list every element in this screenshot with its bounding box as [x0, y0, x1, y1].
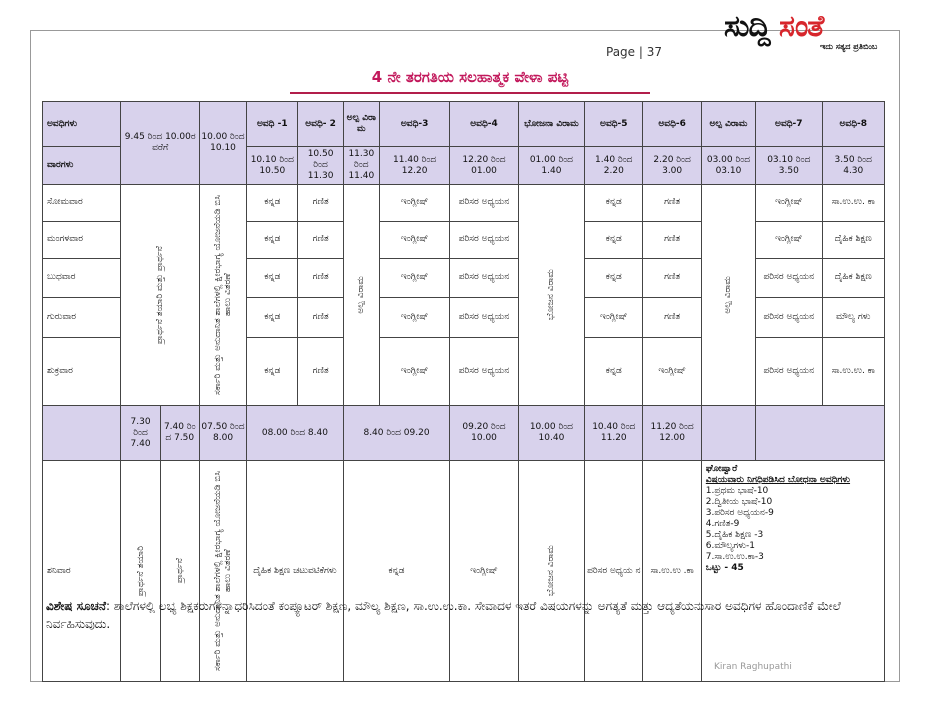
subject-cell: ಪರಿಸರ ಅಧ್ಯಯನ	[450, 258, 518, 297]
page-number: Page | 37	[606, 45, 662, 59]
day-label-monday: ಸೋಮವಾರ	[43, 185, 121, 222]
subject-cell: ಕನ್ನಡ	[247, 258, 298, 297]
subject-cell: ಗಣಿತ	[298, 337, 343, 405]
subject-cell: ಇಂಗ್ಲೀಷ್	[379, 298, 449, 337]
saturday-time: 07.50 ರಿಂದ 8.00	[199, 406, 246, 461]
saturday-prep-cell	[121, 461, 160, 682]
saturday-time: 10.00 ರಿಂದ 10.40	[518, 406, 584, 461]
period-header: ಅಲ್ಪ ವಿರಾಮ	[701, 102, 755, 147]
subject-cell: ಕನ್ನಡ	[585, 185, 643, 222]
period-time: 11.30 ರಿಂದ 11.40	[343, 147, 379, 185]
day-label-friday: ಶುಕ್ರವಾರ	[43, 337, 121, 405]
prep-vertical-text: ಪ್ರಾರ್ಥನೆ ತಯಾರಿ	[135, 545, 146, 597]
period-header: ಅವಧಿ- 2	[298, 102, 343, 147]
short-break-vertical-text: ಅಲ್ಪ ವಿರಾಮ	[356, 276, 367, 314]
period-time: 2.20 ರಿಂದ 3.00	[643, 147, 701, 185]
subject-cell: ಗಣಿತ	[643, 298, 701, 337]
summary-total: ಒಟ್ಟು - 45	[705, 563, 744, 573]
saturday-times-blank	[756, 406, 885, 461]
summary-item: 5.ದೈಹಿಕ ಶಿಕ್ಷಣ -3	[705, 530, 764, 540]
summary-title: ಘೋಷ್ವಾರೆ	[705, 464, 738, 474]
logo-text-red: ಸಂತೆ	[779, 9, 824, 44]
subject-cell: ಇಂಗ್ಲೀಷ್	[450, 461, 518, 682]
subject-cell: ಕನ್ನಡ	[585, 337, 643, 405]
period-time: 3.50 ರಿಂದ 4.30	[822, 147, 885, 185]
subject-cell: ಗಣಿತ	[643, 185, 701, 222]
subject-cell: ಇಂಗ್ಲೀಷ್	[379, 258, 449, 297]
brand-logo	[724, 10, 920, 50]
assembly-time: 10.00 ರಿಂದ 10.10	[199, 102, 246, 185]
day-label-tuesday: ಮಂಗಳವಾರ	[43, 221, 121, 258]
period-header: ಅವಧಿ-6	[643, 102, 701, 147]
period-time: 10.10 ರಿಂದ 10.50	[247, 147, 298, 185]
subject-cell: ದೈಹಿಕ ಶಿಕ್ಷಣ	[822, 221, 885, 258]
lunch-vertical-text: ಭೋಜನ ವಿರಾಮ	[546, 269, 557, 321]
day-label-saturday: ಶನಿವಾರ	[43, 461, 121, 682]
period-header: ಅಲ್ಪ ವಿರಾ ಮ	[343, 102, 379, 147]
subject-cell: ಪರಿಸರ ಅಧ್ಯಯನ	[450, 298, 518, 337]
summary-item: 6.ಮೌಲ್ಯಗಳು-1	[705, 541, 755, 551]
subject-cell: ಪರಿಸರ ಅಧ್ಯಯನ	[450, 337, 518, 405]
period-header: ಅವಧಿ-4	[450, 102, 518, 147]
period-header: ಭೋಜನಾ ವಿರಾಮ	[518, 102, 584, 147]
period-time: 01.00 ರಿಂದ 1.40	[518, 147, 584, 185]
saturday-milk-cell	[199, 461, 246, 682]
special-note	[46, 597, 886, 633]
subject-cell: ಮೌಲ್ಯ ಗಳು	[822, 298, 885, 337]
subject-cell: ದೈಹಿಕ ಶಿಕ್ಷಣ	[822, 258, 885, 297]
logo-text-black: ಸುದ್ದಿ	[724, 9, 770, 44]
saturday-prayer-vertical-text: ಪ್ರಾರ್ಥನೆ	[174, 558, 185, 584]
period-time: 1.40 ರಿಂದ 2.20	[585, 147, 643, 185]
short-break-2-vertical-text: ಅಲ್ಪ ವಿರಾಮ	[723, 276, 734, 314]
days-label: ವಾರಗಳು	[43, 147, 121, 185]
saturday-time: 7.30 ರಿಂದ 7.40	[121, 406, 160, 461]
subject-cell: ಇಂಗ್ಲೀಷ್	[379, 221, 449, 258]
subject-cell: ಗಣಿತ	[298, 185, 343, 222]
saturday-milk-vertical-text: ಸರ್ಕಾರಿ ಮತ್ತು ಅನುದಾನಿತ ಶಾಲೆಗಳಲ್ಲಿ ಕ್ಷೀರಭಾಗ್ಯ ಯೋಜನೆಯಡಿ ಬಿಸಿ ಹಾಲು ವಿತರಣೆ	[213, 468, 234, 672]
subject-cell: ಕನ್ನಡ	[247, 337, 298, 405]
period-header: ಅವಧಿ-3	[379, 102, 449, 147]
periods-label: ಅವಧಿಗಳು	[43, 102, 121, 147]
page-title: 4 ನೇ ತರಗತಿಯ ಸಲಹಾತ್ಮಕ ವೇಳಾ ಪಟ್ಟಿ	[371, 68, 569, 86]
subject-cell: ಸಾ.ಉ.ಉ .ಕಾ	[643, 461, 701, 682]
subject-cell: ಕನ್ನಡ	[585, 221, 643, 258]
lunch-break-cell	[518, 185, 584, 406]
saturday-prayer-cell	[160, 461, 199, 682]
saturday-time: 7.40 ರಿಂ ದ 7.50	[160, 406, 199, 461]
short-break-2-cell	[701, 185, 755, 406]
period-header: ಅವಧಿ-5	[585, 102, 643, 147]
subject-cell: ಕನ್ನಡ	[247, 221, 298, 258]
subject-cell: ಇಂಗ್ಲೀಷ್	[643, 337, 701, 405]
short-break-cell	[343, 185, 379, 406]
day-label-wednesday: ಬುಧವಾರ	[43, 258, 121, 297]
saturday-lunch-cell	[518, 461, 584, 682]
subject-cell: ಪರಿಸರ ಅಧ್ಯಯ ನ	[585, 461, 643, 682]
subject-cell: ಕನ್ನಡ	[247, 185, 298, 222]
logo-tagline: ಇದು ಸತ್ಯದ ಪ್ರತಿಬಿಂಬ	[820, 42, 878, 51]
subject-cell: ಪರಿಸರ ಅಧ್ಯಯನ	[450, 185, 518, 222]
period-header: ಅವಧಿ -1	[247, 102, 298, 147]
subject-cell: ಪರಿಸರ ಅಧ್ಯಯನ	[756, 258, 822, 297]
subject-cell: ಕನ್ನಡ	[247, 298, 298, 337]
saturday-time: 11.20 ರಿಂದ 12.00	[643, 406, 701, 461]
saturday-time: 09.20 ರಿಂದ 10.00	[450, 406, 518, 461]
subject-cell: ಗಣಿತ	[643, 258, 701, 297]
subject-cell: ಇಂಗ್ಲೀಷ್	[379, 185, 449, 222]
author-signature: Kiran Raghupathi	[714, 662, 792, 672]
prayer-cell	[121, 185, 199, 406]
period-header: ಅವಧಿ-7	[756, 102, 822, 147]
subject-cell: ಪರಿಸರ ಅಧ್ಯಯನ	[450, 221, 518, 258]
subject-cell: ಇಂಗ್ಲೀಷ್	[756, 185, 822, 222]
milk-distribution-cell	[199, 185, 246, 406]
saturday-times-blank	[43, 406, 121, 461]
note-text: : ಶಾಲೆಗಳಲ್ಲಿ ಲಭ್ಯ ಶಿಕ್ಷಕರುಗಳನ್ನಾಧರಿಸಿದಂತೆ ಕಂಪ್ಯೂಟರ್ ಶಿಕ್ಷಣ, ಮೌಲ್ಯ ಶಿಕ್ಷಣ, ಸಾ.ಉ.ಉ.ಕಾ. ಸೇವಾದಳ ಇತರೆ ವಿಷಯಗಳನ್ನು ಅಗತ್ಯತೆ ಮತ್ತು ಆದ್ಯತೆಯನುಸಾರ ಅವಧಿಗಳ ಹೊಂದಾಣಿಕೆ ಮೇಲೆ ನಿರ್ವಹಿಸುವುದು.	[46, 599, 841, 631]
timetable	[42, 101, 885, 682]
period-time: 12.20 ರಿಂದ 01.00	[450, 147, 518, 185]
title-underline	[290, 92, 650, 94]
subject-cell: ಕನ್ನಡ	[343, 461, 450, 682]
summary-item: 1.ಪ್ರಥಮ ಭಾಷೆ-10	[705, 486, 769, 496]
summary-item: 3.ಪರಿಸರ ಅಧ್ಯಯನ-9	[705, 508, 774, 518]
subject-cell: ಇಂಗ್ಲೀಷ್	[756, 221, 822, 258]
saturday-time: 10.40 ರಿಂದ 11.20	[585, 406, 643, 461]
saturday-time: 8.40 ರಿಂದ 09.20	[343, 406, 450, 461]
subject-cell: ಸಾ.ಉ.ಉ. ಕಾ	[822, 337, 885, 405]
period-header: ಅವಧಿ-8	[822, 102, 885, 147]
prayer-vertical-text: ಪ್ರಾರ್ಥನೆ ತಯಾರಿ ಮತ್ತು ಪ್ರಾರ್ಥನೆ	[155, 245, 166, 345]
subject-cell: ಸಾ.ಉ.ಉ. ಕಾ	[822, 185, 885, 222]
day-label-thursday: ಗುರುವಾರ	[43, 298, 121, 337]
summary-subtitle: ವಿಷಯವಾರು ನಿಗಧಿಪಡಿಸಿದ ಬೋಧನಾ ಅವಧಿಗಳು	[705, 475, 851, 485]
period-summary	[701, 461, 884, 682]
saturday-lunch-vertical-text: ಭೋಜನ ವಿರಾಮ	[546, 545, 557, 597]
subject-cell: ಇಂಗ್ಲೀಷ್	[379, 337, 449, 405]
subject-cell: ಪರಿಸರ ಅಧ್ಯಯನ	[756, 337, 822, 405]
summary-item: 4.ಗಣಿತ-9	[705, 519, 740, 529]
subject-cell: ಗಣಿತ	[298, 221, 343, 258]
summary-item: 2.ದ್ವಿತೀಯ ಭಾಷೆ-10	[705, 497, 773, 507]
subject-cell: ಗಣಿತ	[298, 298, 343, 337]
subject-cell: ದೈಹಿಕ ಶಿಕ್ಷಣ ಚಟುವಟಿಕೆಗಳು	[247, 461, 344, 682]
subject-cell: ಗಣಿತ	[298, 258, 343, 297]
summary-item: 7.ಸಾ.ಉ.ಉ.ಕಾ-3	[705, 552, 764, 562]
note-label: ವಿಶೇಷ ಸೂಚನೆ	[46, 599, 106, 613]
period-time: 03.10 ರಿಂದ 3.50	[756, 147, 822, 185]
subject-cell: ಕನ್ನಡ	[585, 258, 643, 297]
subject-cell: ಇಂಗ್ಲೀಷ್	[585, 298, 643, 337]
subject-cell: ಗಣಿತ	[643, 221, 701, 258]
period-time: 10.50 ರಿಂದ 11.30	[298, 147, 343, 185]
saturday-times-blank	[701, 406, 755, 461]
saturday-time: 08.00 ರಿಂದ 8.40	[247, 406, 344, 461]
subject-cell: ಪರಿಸರ ಅಧ್ಯಯನ	[756, 298, 822, 337]
period-time: 11.40 ರಿಂದ 12.20	[379, 147, 449, 185]
milk-vertical-text: ಸರ್ಕಾರಿ ಮತ್ತು ಅನುದಾನಿತ ಶಾಲೆಗಳಲ್ಲಿ ಕ್ಷೀರಭಾಗ್ಯ ಯೋಜನೆಯಡಿ ಬಿಸಿ ಹಾಲು ವಿತರಣೆ	[213, 192, 234, 396]
period-time: 03.00 ರಿಂದ 03.10	[701, 147, 755, 185]
prayer-time: 9.45 ರಿಂದ 10.00ರ ವರೆಗೆ	[121, 102, 199, 185]
